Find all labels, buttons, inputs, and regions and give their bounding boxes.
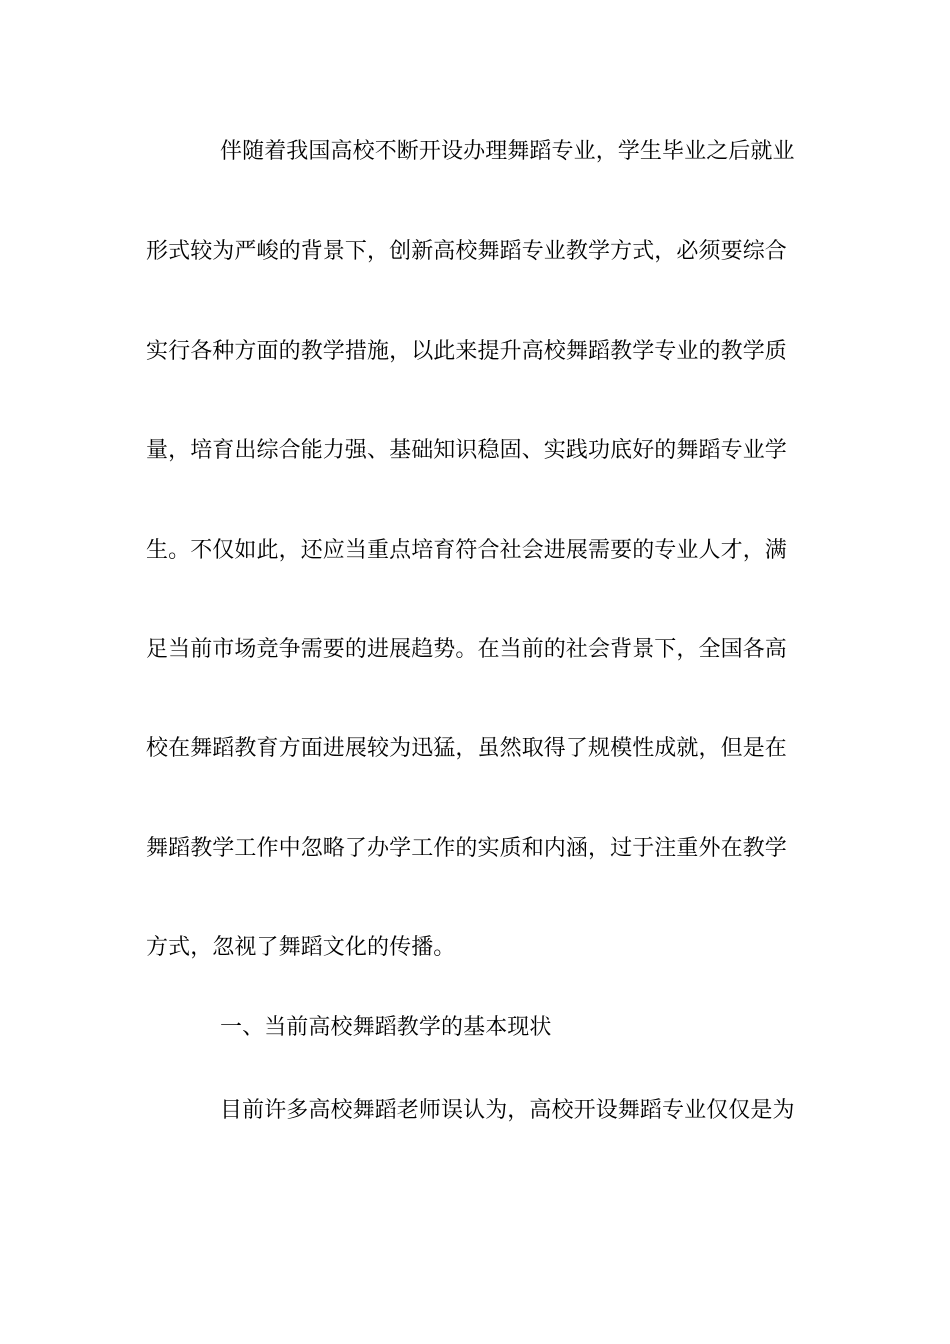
paragraph-line: 量，培育出综合能力强、基础知识稳固、实践功底好的舞蹈专业学	[146, 438, 787, 463]
paragraph-line: 伴随着我国高校不断开设办理舞蹈专业，学生毕业之后就业	[220, 139, 795, 164]
paragraph-line: 实行各种方面的教学措施，以此来提升高校舞蹈教学专业的教学质	[146, 339, 787, 364]
paragraph-line: 足当前市场竞争需要的进展趋势。在当前的社会背景下，全国各高	[146, 637, 787, 662]
section-heading: 一、当前高校舞蹈教学的基本现状	[220, 1015, 552, 1040]
paragraph-line: 生。不仅如此，还应当重点培育符合社会进展需要的专业人才，满	[146, 538, 787, 563]
paragraph-line: 形式较为严峻的背景下，创新高校舞蹈专业教学方式，必须要综合	[146, 239, 787, 264]
paragraph-line: 方式，忽视了舞蹈文化的传播。	[146, 935, 456, 960]
paragraph-line: 校在舞蹈教育方面进展较为迅猛，虽然取得了规模性成就，但是在	[146, 736, 787, 761]
paragraph-line: 舞蹈教学工作中忽略了办学工作的实质和内涵，过于注重外在教学	[146, 836, 787, 861]
paragraph-line: 目前许多高校舞蹈老师误认为，高校开设舞蹈专业仅仅是为	[220, 1098, 795, 1123]
